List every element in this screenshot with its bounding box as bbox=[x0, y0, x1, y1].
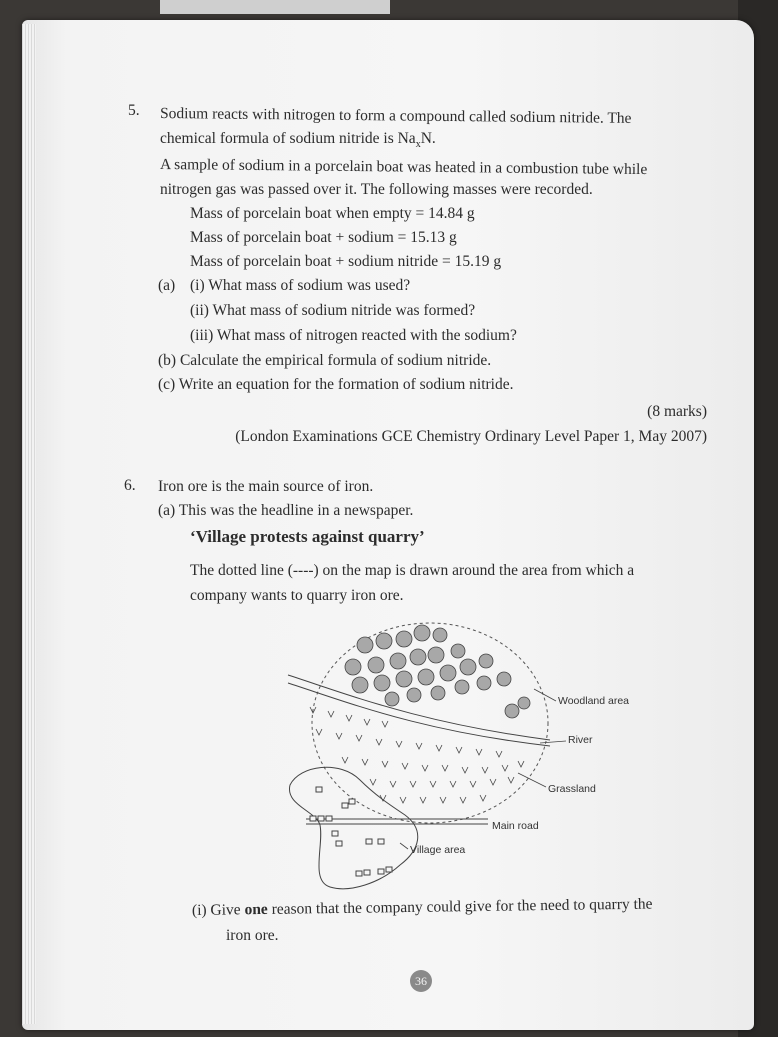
part-a-label: (a) bbox=[158, 277, 176, 294]
question-5-number: 5. bbox=[128, 102, 140, 119]
village-label: Village area bbox=[410, 844, 466, 856]
q5-line-1: Sodium reacts with nitrogen to form a compound called sodium nitride. The bbox=[159, 105, 632, 127]
page-number: 36 bbox=[410, 970, 432, 992]
village-boundary bbox=[289, 767, 417, 888]
q6-part-i: (i) Give one reason that the company could give for the need to quarry the bbox=[191, 895, 653, 919]
page-stack-edge bbox=[22, 24, 36, 1024]
grassland-marks bbox=[310, 707, 524, 803]
mass-sodium-nitride: Mass of porcelain boat + sodium nitride = 15.19 g bbox=[190, 253, 502, 270]
quarry-map bbox=[280, 615, 640, 895]
question-6-number: 6. bbox=[124, 477, 136, 494]
source-citation: (London Examinations GCE Chemistry Ordinary Level Paper 1, May 2007) bbox=[235, 428, 707, 445]
marks: (8 marks) bbox=[647, 403, 707, 420]
part-a-iii: (iii) What mass of nitrogen reacted with the sodium? bbox=[190, 327, 517, 344]
river-label: River bbox=[568, 734, 593, 746]
q6-part-i-line-2: iron ore. bbox=[226, 927, 279, 944]
part-a-i: (i) What mass of sodium was used? bbox=[190, 277, 411, 294]
q6-desc-line-1: The dotted line (----) on the map is drawn around the area from which a bbox=[190, 562, 635, 579]
q6-desc-line-2: company wants to quarry iron ore. bbox=[190, 587, 404, 604]
headline: ‘Village protests against quarry’ bbox=[190, 527, 425, 546]
grassland-label: Grassland bbox=[548, 783, 596, 795]
top-strip bbox=[160, 0, 390, 14]
main-road-label: Main road bbox=[492, 820, 539, 832]
part-a-ii: (ii) What mass of sodium nitride was formed? bbox=[190, 302, 476, 319]
part-c: (c) Write an equation for the formation of sodium nitride. bbox=[158, 376, 514, 393]
part-b: (b) Calculate the empirical formula of sodium nitride. bbox=[158, 352, 492, 369]
woodland-trees bbox=[345, 625, 530, 718]
q5-line-4: nitrogen gas was passed over it. The following masses were recorded. bbox=[160, 181, 593, 198]
mass-sodium: Mass of porcelain boat + sodium = 15.13 g bbox=[190, 229, 457, 246]
q5-line-3: A sample of sodium in a porcelain boat was heated in a combustion tube while bbox=[159, 156, 648, 179]
q6-intro: Iron ore is the main source of iron. bbox=[158, 478, 374, 495]
village-houses bbox=[310, 787, 392, 876]
q5-line-2: chemical formula of sodium nitride is $Na_xN$. bbox=[160, 130, 436, 151]
q6-part-a: (a) This was the headline in a newspaper. bbox=[158, 502, 414, 519]
mass-empty: Mass of porcelain boat when empty = 14.84 g bbox=[190, 205, 475, 222]
woodland-label: Woodland area bbox=[558, 695, 630, 707]
